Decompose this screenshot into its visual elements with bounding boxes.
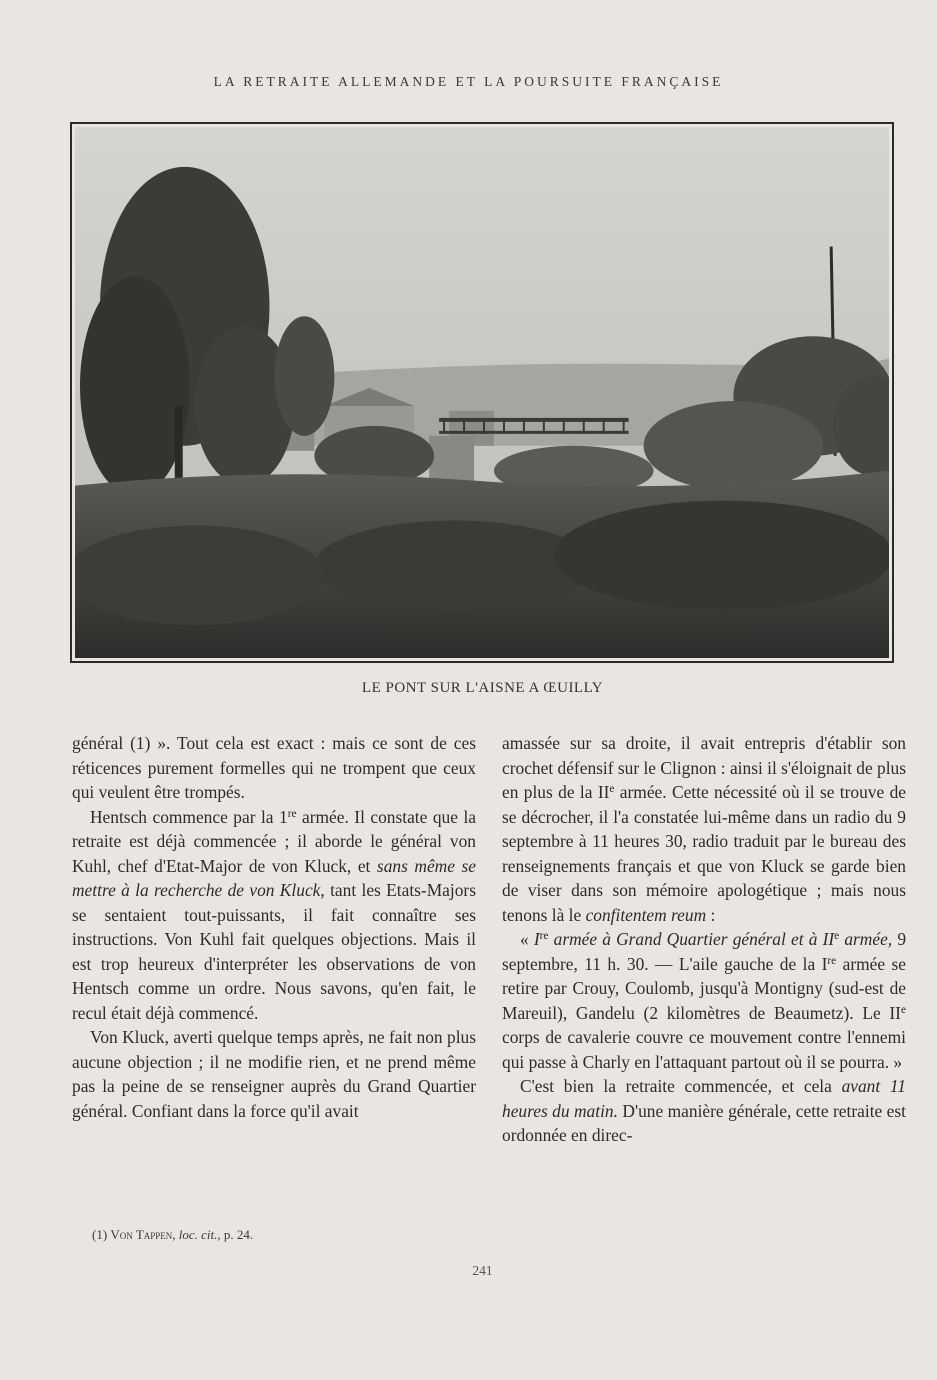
right-paragraph-3: C'est bien la retraite commencée, et cela avant 11 heures du matin. D'une manière générale, cette retraite est ordonnée en direc-: [502, 1076, 907, 1145]
right-paragraph-1: amassée sur sa droite, il avait entrepris d'établir son crochet défensif sur le Clignon : ainsi il s'éloignait de plus en plus de la IIe armée. Cette nécessité où il se trouve de se décrocher, il l'a constatée lui-même dans un radio du 9 septembre à 11 heures 30, radio traduit par le bureau des renseignements français et que von Kluck se garde bien de viser dans son mémoire apologétique ; mais nous tenons là le confitentem reum :: [502, 733, 907, 925]
left-paragraph-3: Von Kluck, averti quelque temps après, ne fait non plus aucune objection ; il ne modifie rien, et ne prend même pas la peine de se renseigner auprès du Grand Quartier général. Confiant dans la force qu'il avait: [72, 1027, 476, 1121]
page-number: 241: [472, 1263, 493, 1278]
figure-caption: LE PONT SUR L'AISNE A ŒUILLY: [361, 680, 604, 696]
photograph-bridge-over-aisne: [70, 122, 894, 663]
left-paragraph-1: général (1) ». Tout cela est exact : mais ce sont de ces réticences purement formelles qui ne trompent que ceux qui veulent être trompés.: [72, 733, 476, 802]
right-paragraph-2-quote: « Ire armée à Grand Quartier général et à IIe armée, 9 septembre, 11 h. 30. — L'aile gauche de la Ire armée se retire par Crouy, Coulomb, jusqu'à Montigny (sud-est de Mareuil), Gandelu (2 kilomètres de Beaumetz). Le IIe corps de cavalerie couvre ce mouvement contre l'ennemi qui passe à Charly en l'attaquant partout où il se pourra. »: [502, 929, 907, 1072]
left-paragraph-2: Hentsch commence par la 1re armée. Il constate que la retraite est déjà commencée ; il aborde le général von Kuhl, chef d'Etat-Major de von Kluck, et sans même se mettre à la recherche de von Kluck, tant les Etats-Majors se sentaient tout-puissants, il fait connaître ses instructions. Von Kuhl fait quelques objections. Mais il est trop heureux d'interpréter les observations de von Hentsch comme un ordre. Nous savons, qu'en fait, le recul était déjà commencé.: [72, 806, 476, 1023]
footnote: (1) Von Tappen, loc. cit., p. 24.: [92, 1227, 254, 1242]
left-column: [72, 731, 476, 1123]
right-column: [502, 731, 906, 1148]
photograph-image: [75, 127, 889, 658]
running-head: LA RETRAITE ALLEMANDE ET LA POURSUITE FRANÇAISE: [213, 74, 724, 89]
